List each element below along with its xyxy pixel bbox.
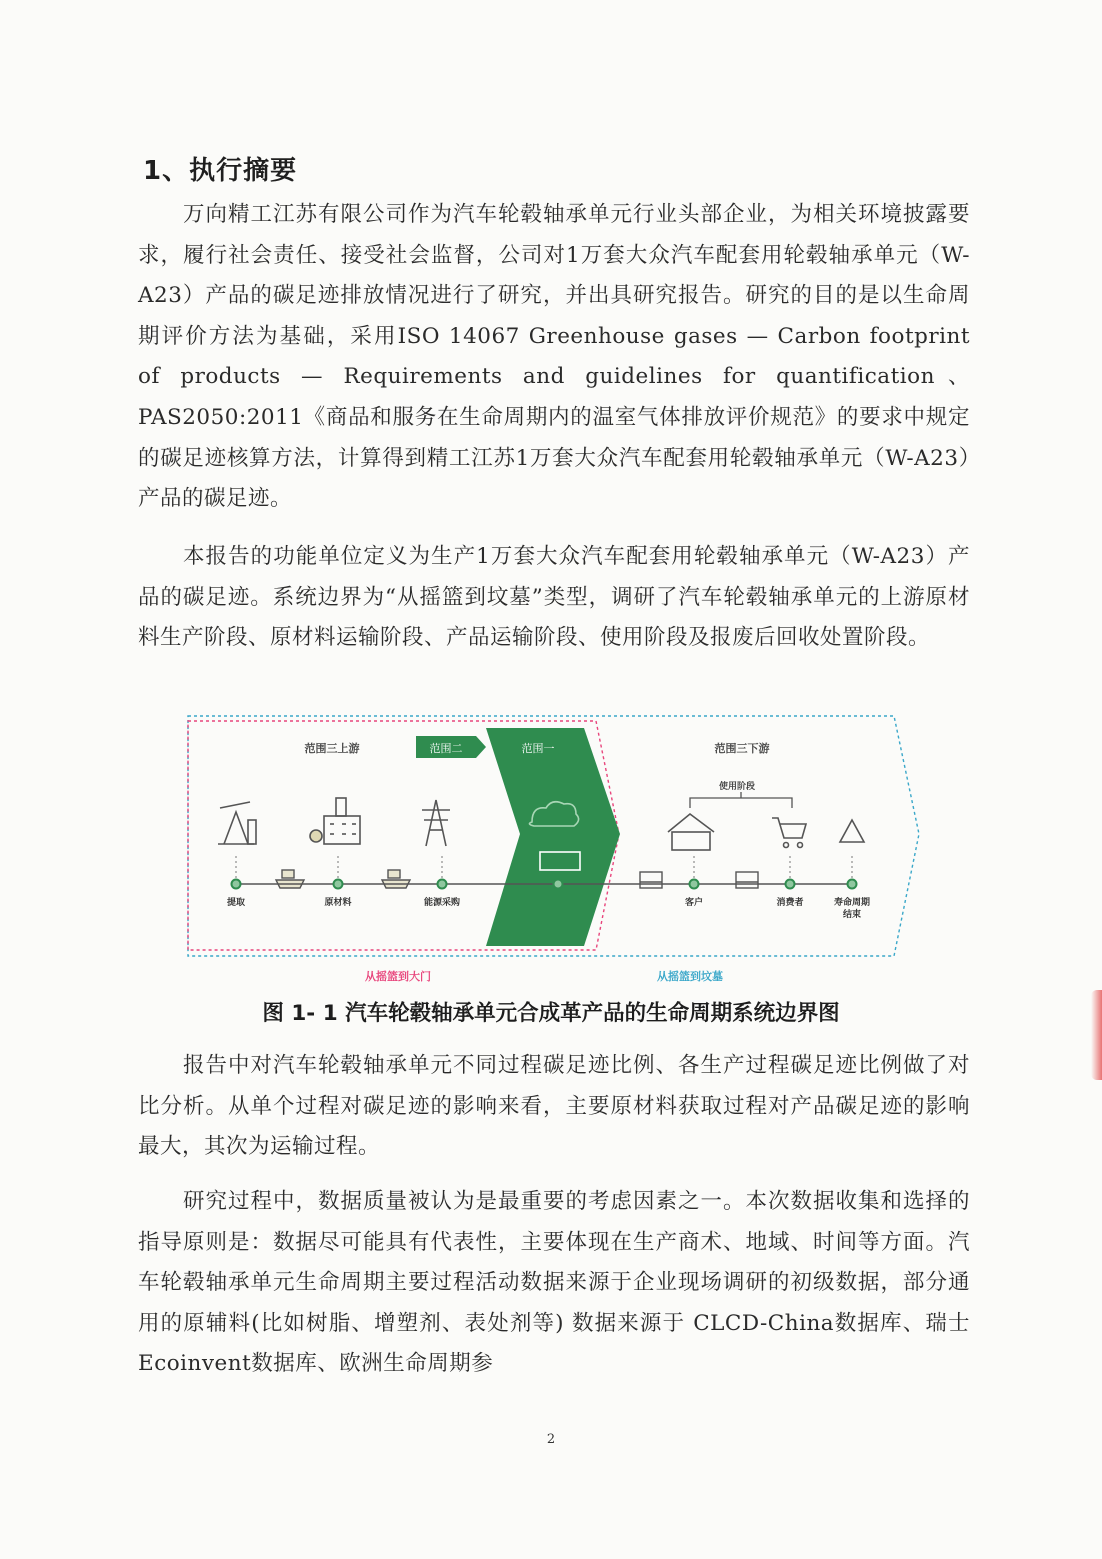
truck-icon [640,872,662,888]
scope1-label: 范围一 [521,742,555,755]
scope2-label: 范围二 [429,742,463,755]
node-label-energy: 能源采购 [423,898,461,908]
use-phase-bracket [690,798,792,808]
node-consumer [786,880,795,889]
scope3-upstream-label: 范围三上游 [304,742,360,755]
node-label-life-cycle: 寿命周期 [833,898,871,908]
power-tower-icon [422,800,450,846]
page-edge-tab [1091,990,1102,1080]
paragraph-summary: 万向精工江苏有限公司作为汽车轮毂轴承单元行业头部企业，为相关环境披露要求，履行社会责任、接受社会监督，公司对1万套大众汽车配套用轮毂轴承单元（W-A23）产品的碳足迹排放情况进行了研究，并出具研究报告。研究的目的是以生命周期评价方法为基础，采用ISO 14067 Greenhouse gases — Carbon footprint of products — Requirements and guidelines for quantification、PAS2050:2011《商品和服务在生命周期内的温室气体排放评价规范》的要求中规定的碳足迹核算方法，计算得到精工江苏1万套大众汽车配套用轮毂轴承单元（W-A23）产品的碳足迹。 [138,202,970,512]
node-label-end: 结束 [842,910,862,920]
figure-caption: 图 1- 1 汽车轮毂轴承单元合成革产品的生命周期系统边界图 [262,1001,840,1026]
node-label-raw-material: 原材料 [324,898,352,908]
node-label-customer: 客户 [684,898,704,908]
node-extraction [232,880,241,889]
oil-pump-icon [218,802,256,844]
page-number: 2 [546,1432,556,1447]
ship-icon [276,870,304,888]
scope1-chevron [486,728,620,946]
cradle-to-gate-label: 从摇篮到大门 [365,970,431,983]
scope3-downstream-label: 范围三下游 [714,742,770,755]
use-phase-label: 使用阶段 [718,782,756,792]
node-raw-material [334,880,343,889]
ship-icon-2 [382,870,410,888]
factory-icon [310,798,360,844]
node-energy [438,880,447,889]
paragraph-data-quality: 研究过程中，数据质量被认为是最重要的考虑因素之一。本次数据收集和选择的指导原则是：数据尽可能具有代表性，主要体现在生产商术、地域、时间等方面。汽车轮毂轴承单元生命周期主要过程活动数据来源于企业现场调研的初级数据，部分通用的原辅料(比如树脂、增塑剂、表处剂等) 数据来源于 CLCD-China数据库、瑞士 Ecoinvent数据库、欧洲生命周期参 [138,1189,970,1377]
node-label-extraction: 提取 [226,898,246,908]
node-label-consumer: 消费者 [776,898,804,908]
system-boundary-figure [184,712,921,986]
node-end-of-life [848,880,857,889]
node-scope1 [554,880,563,889]
truck-icon-2 [736,872,758,888]
warehouse-icon [668,814,714,850]
system-boundary-diagram [184,712,921,986]
paragraph-analysis: 报告中对汽车轮毂轴承单元不同过程碳足迹比例、各生产过程碳足迹比例做了对比分析。从单个过程对碳足迹的影响来看，主要原材料获取过程对产品碳足迹的影响最大，其次为运输过程。 [138,1053,970,1160]
cradle-to-grave-label: 从摇篮到坟墓 [657,970,723,983]
paragraph-functional-unit: 本报告的功能单位定义为生产1万套大众汽车配套用轮毂轴承单元（W-A23）产品的碳足迹。系统边界为“从摇篮到坟墓”类型，调研了汽车轮毂轴承单元的上游原材料生产阶段、原材料运输阶段、产品运输阶段、使用阶段及报废后回收处置阶段。 [138,544,970,651]
cart-icon [772,818,806,848]
section-heading: 1、执行摘要 [143,156,298,186]
node-customer [690,880,699,889]
recycle-icon [840,820,864,842]
